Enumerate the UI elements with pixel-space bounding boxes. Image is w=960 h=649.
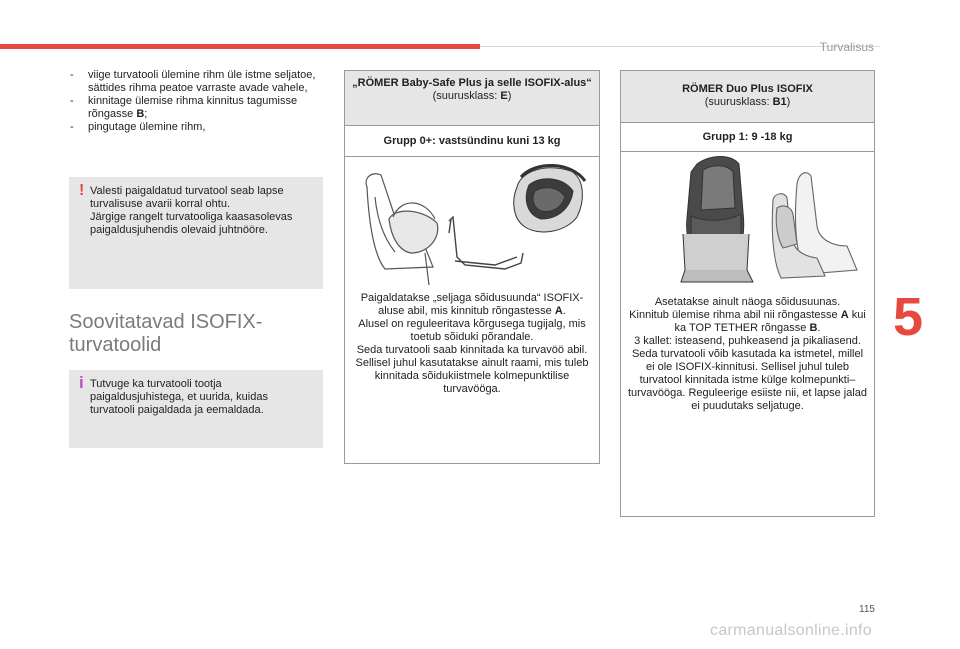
info-icon: i [79, 373, 84, 392]
seat-illustration [621, 152, 874, 292]
seat-title: RÖMER Duo Plus ISOFIX [682, 83, 813, 95]
seat-card-babysafe [344, 70, 600, 464]
info-text: Tutvuge ka turvatooli tootja paigaldusjuhistega, et uurida, kuidas turvatooli paigaldada ja eemaldada. [90, 378, 268, 416]
exclamation-icon: ! [79, 182, 85, 199]
page-number: 115 [859, 604, 875, 615]
seat-card-duoplus [620, 70, 875, 517]
list-item: - viige turvatooli ülemine rihm üle istme seljatoe, sättides rihma peatoe varraste avade vahele, [70, 69, 316, 94]
chapter-number: 5 [893, 287, 924, 347]
seat-size-class: (suurusklass: E) [432, 90, 512, 102]
warning-text: Valesti paigaldatud turvatool seab lapse turvalisuse avarii korral ohtu. Järgige rangelt turvatooliga kaasasolevas paigaldusjuhendis olevaid juhtnööre. [90, 185, 293, 236]
seat-card-header [621, 71, 874, 122]
seat-card-header [345, 71, 599, 125]
seat-group: Grupp 1: 9 -18 kg [702, 131, 793, 143]
seat-size-class: (suurusklass: B1) [704, 96, 791, 108]
top-accent-bar [0, 44, 480, 49]
seat-illustration [345, 157, 599, 288]
seat-group: Grupp 0+: vastsündinu kuni 13 kg [383, 135, 561, 147]
instruction-steps [70, 69, 325, 134]
seat-description: Asetatakse ainult näoga sõidusuunas. Kinnitub ülemise rihma abil nii rõngastesse A kui ka TOP TETHER rõngasse B. 3 kallet: isteasend, puhkeasend ja pikaliasend. Seda turvatooli võib kasutada ka istmetel, millel ei ole ISOFIX-kinnitusi. Sellisel juhul tuleb turvatool kinnitada istme külge kolmepunkti–turvavööga. Reguleerige esiiste nii, et lapse jalad ei puudutaks seljatuge. [627, 296, 868, 412]
list-item: - kinnitage ülemise rihma kinnitus tagumisse rõngasse B; [70, 95, 298, 120]
list-item: - pingutage ülemine rihm, [70, 121, 206, 133]
warning-note [69, 177, 323, 289]
step-text: kinnitage ülemise rihma kinnitus tagumisse rõngasse B; [88, 95, 298, 120]
info-note [69, 370, 323, 448]
section-title: Turvalisus [819, 40, 874, 54]
seat-description: Paigaldatakse „seljaga sõidusuunda“ ISOFIX-aluse abil, mis kinnitub rõngastesse A. Alusel on reguleeritava kõrgusega tugijalg, mis toetub sõiduki põrandale. Seda turvatooli saab kinnitada ka turvavöö abil. Sellisel juhul kasutatakse ainult raami, mis tuleb kinnitada sõidukiistmele kolmepunktilise turvavööga. [355, 292, 589, 395]
watermark: carmanualsonline.info [710, 622, 872, 639]
section-heading: Soovitatavad ISOFIX-turvatoolid [69, 311, 263, 356]
seat-title: „RÖMER Baby-Safe Plus ja selle ISOFIX-alus“ [352, 77, 592, 89]
